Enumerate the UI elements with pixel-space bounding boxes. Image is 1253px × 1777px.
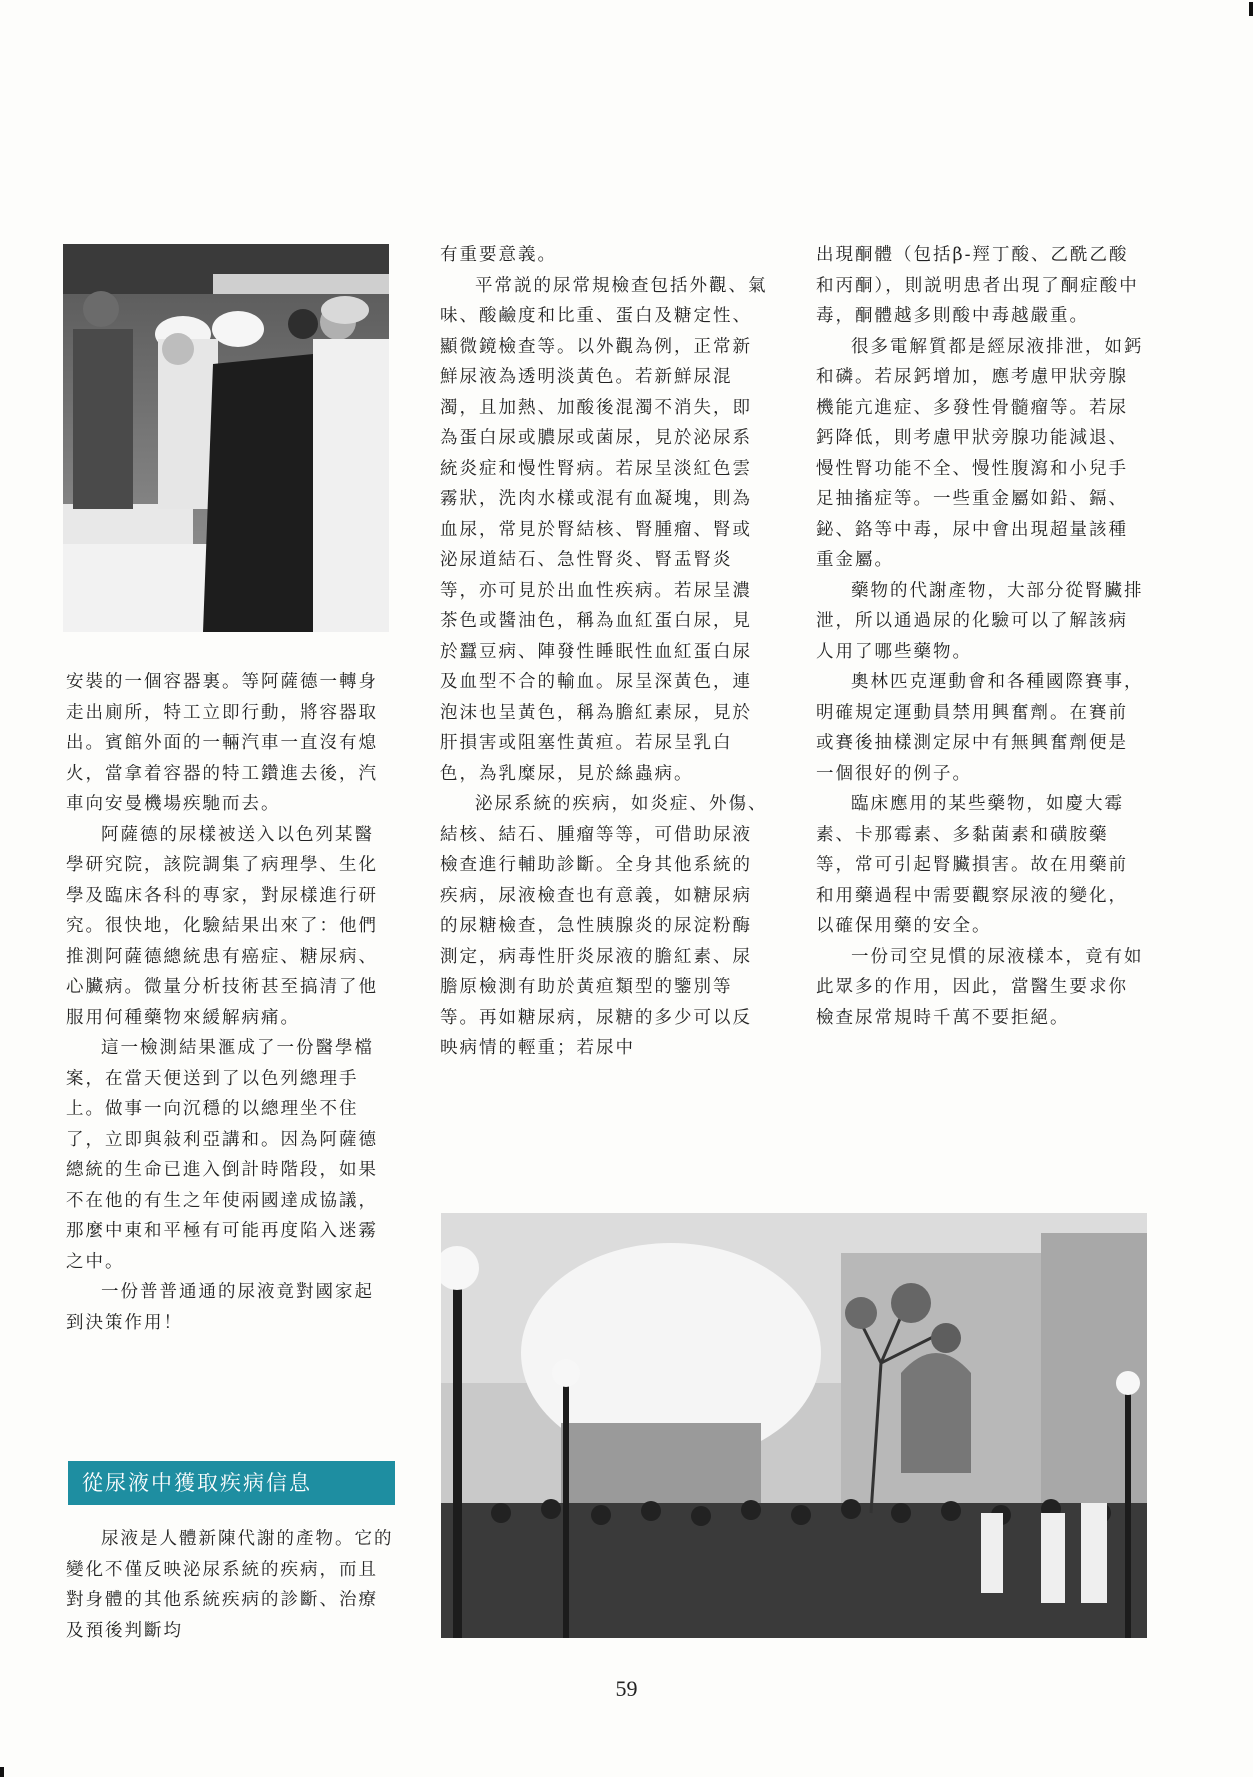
paragraph: 藥物的代謝產物，大部分從腎臟排泄，所以通過尿的化驗可以了解該病人用了哪些藥物。 xyxy=(816,580,1144,662)
section-heading: 從尿液中獲取疾病信息 xyxy=(68,1461,395,1505)
photo-crowd xyxy=(441,1213,1147,1638)
paragraph: 阿薩德的尿樣被送入以色列某醫學研究院，該院調集了病理學、生化學及臨床各科的專家，對尿樣進行研究。很快地，化驗結果出來了：他們推測阿薩德總統患有癌症、糖尿病、心臟病。微量分析技術甚至搞清了他服用何種藥物來緩解病痛。 xyxy=(66,824,378,1028)
photo-officials xyxy=(63,244,389,632)
paragraph: 一份司空見慣的尿液樣本，竟有如此眾多的作用，因此，當醫生要求你檢查尿常規時千萬不要拒絕。 xyxy=(816,946,1144,1028)
paragraph: 泌尿系統的疾病，如炎症、外傷、結核、結石、腫瘤等等，可借助尿液檢查進行輔助診斷。全身其他系統的疾病，尿液檢查也有意義，如糖尿病的尿糖檢查，急性胰腺炎的尿淀粉酶測定，病毒性肝炎尿液的膽紅素、尿膽原檢測有助於黃疸類型的鑒別等等。再如糖尿病，尿糖的多少可以反映病情的輕重；若尿中 xyxy=(440,794,768,1058)
paragraph: 這一檢測結果滙成了一份醫學檔案，在當天便送到了以色列總理手上。做事一向沉穩的以總理坐不住了，立即與敍利亞講和。因為阿薩德總統的生命已進入倒計時階段，如果不在他的有生之年使兩國達成協議，那麼中東和平極有可能再度陷入迷霧之中。 xyxy=(66,1038,378,1272)
column-2-text xyxy=(440,240,770,1064)
paragraph: 尿液是人體新陳代謝的產物。它的變化不僅反映泌尿系統的疾病，而且對身體的其他系統疾病的診斷、治療及預後判斷均 xyxy=(66,1529,394,1641)
paragraph: 很多電解質都是經尿液排泄，如鈣和磷。若尿鈣增加，應考慮甲狀旁腺機能亢進症、多發性骨髓瘤等。若尿鈣降低，則考慮甲狀旁腺功能減退、慢性腎功能不全、慢性腹瀉和小兒手足抽搐症等。一些重金屬如鉛、鎘、鉍、鉻等中毒，尿中會出現超量該種重金屬。 xyxy=(816,336,1144,570)
paragraph: 臨床應用的某些藥物，如慶大霉素、卡那霉素、多黏菌素和磺胺藥等，常可引起腎臟損害。故在用藥前和用藥過程中需要觀察尿液的變化，以確保用藥的安全。 xyxy=(816,794,1128,936)
paragraph: 有重要意義。 xyxy=(440,245,557,265)
column-1-section-text xyxy=(66,1524,396,1646)
column-1-text xyxy=(66,667,391,1338)
corner-mark xyxy=(1249,2,1253,16)
page-number: 59 xyxy=(615,1676,638,1701)
paragraph: 奧林匹克運動會和各種國際賽事，明確規定運動員禁用興奮劑。在賽前或賽後抽樣測定尿中有無興奮劑便是一個很好的例子。 xyxy=(816,672,1144,784)
paragraph: 出現酮體（包括β-羥丁酸、乙酰乙酸和丙酮），則説明患者出現了酮症酸中毒，酮體越多則酸中毒越嚴重。 xyxy=(816,245,1139,326)
paragraph: 一份普普通通的尿液竟對國家起到決策作用！ xyxy=(66,1282,374,1333)
corner-mark xyxy=(0,1767,4,1777)
paragraph: 安裝的一個容器裏。等阿薩德一轉身走出廁所，特工立即行動，將容器取出。賓館外面的一輛汽車一直沒有熄火，當拿着容器的特工鑽進去後，汽車向安曼機場疾馳而去。 xyxy=(66,672,378,814)
column-3-text xyxy=(816,240,1146,1033)
paragraph: 平常説的尿常規檢查包括外觀、氣味、酸鹼度和比重、蛋白及糖定性、顯微鏡檢查等。以外觀為例，正常新鮮尿液為透明淡黃色。若新鮮尿混濁，且加熱、加酸後混濁不消失，即為蛋白尿或膿尿或菌尿，見於泌尿系統炎症和慢性腎病。若尿呈淡紅色雲霧狀，洗肉水樣或混有血凝塊，則為血尿，常見於腎結核、腎腫瘤、腎或泌尿道結石、急性腎炎、腎盂腎炎等，亦可見於出血性疾病。若尿呈濃茶色或醬油色，稱為血紅蛋白尿，見於蠶豆病、陣發性睡眠性血紅蛋白尿及血型不合的輸血。尿呈深黃色，連泡沫也呈黃色，稱為膽紅素尿，見於肝損害或阻塞性黃疸。若尿呈乳白色，為乳糜尿，見於絲蟲病。 xyxy=(440,275,768,784)
